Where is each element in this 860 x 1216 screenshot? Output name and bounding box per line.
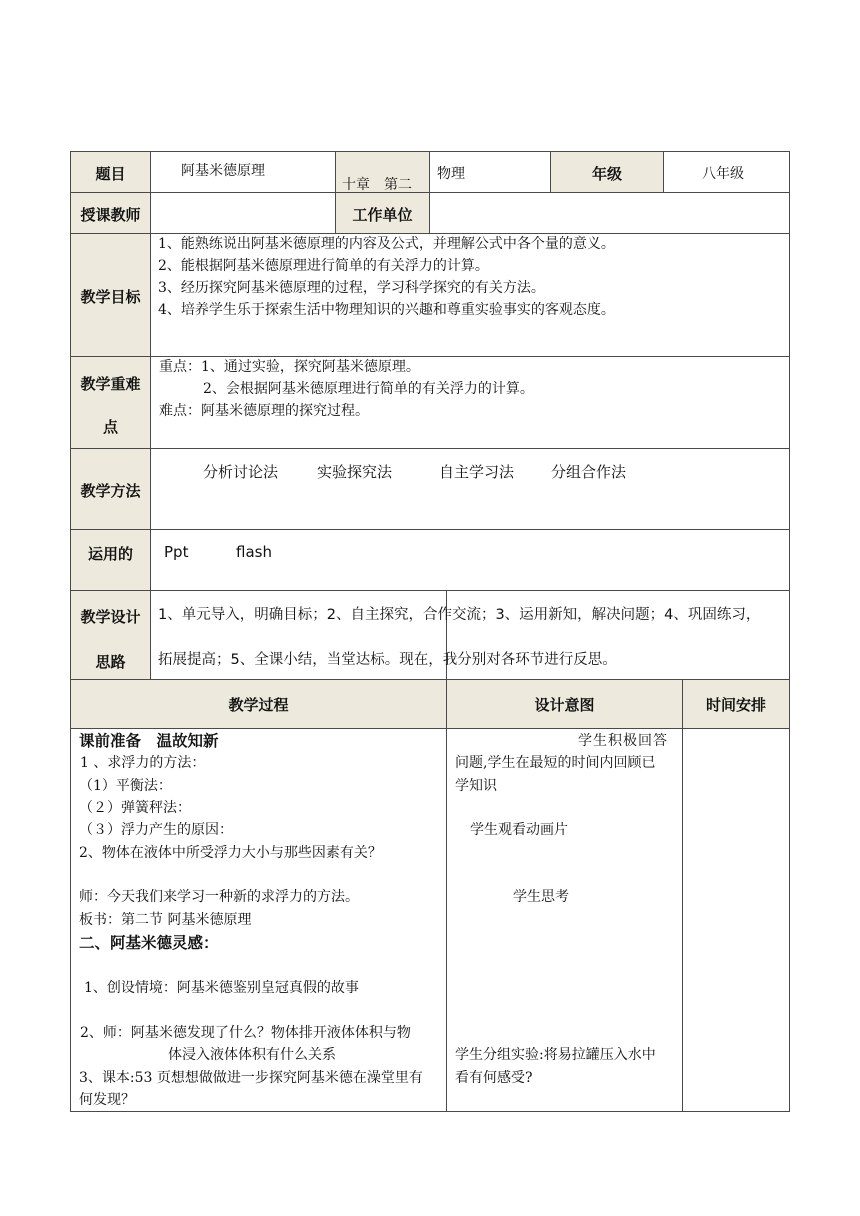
intent-line: 学生思考 [513, 889, 569, 905]
process-line: （３）浮力产生的原因： [79, 822, 233, 838]
key-point-line: 2、会根据阿基米德原理进行简单的有关浮力的计算。 [203, 381, 534, 397]
process-line: 何发现？ [79, 1092, 135, 1108]
tools-label: 运用的 [87, 545, 133, 563]
grade-label: 年级 [591, 165, 622, 183]
method-item: 分析讨论法 [203, 463, 279, 481]
intent-line: 学生观看动画片 [470, 822, 568, 838]
process-heading: 课前准备 温故知新 [79, 732, 219, 750]
unit-label: 工作单位 [352, 206, 413, 224]
grade-value: 八年级 [702, 166, 744, 182]
key-points-label-line2: 点 [102, 418, 118, 436]
objective-item: 2、能根据阿基米德原理进行简单的有关浮力的计算。 [158, 258, 489, 274]
design-text-line1: 1、单元导入，明确目标；2、自主探究，合作交流；3、运用新知，解决问题；4、巩固练习， [158, 607, 761, 623]
objective-item: 4、培养学生乐于探索生活中物理知识的兴趣和尊重实验事实的客观态度。 [158, 302, 615, 318]
intent-line: 学生积极回答 [578, 733, 668, 749]
process-line: 师：今天我们来学习一种新的求浮力的方法。 [79, 889, 359, 905]
chapter-text: 十章 第二 [342, 177, 412, 193]
topic-label: 题目 [95, 165, 126, 183]
objectives-label: 教学目标 [80, 288, 141, 306]
intent-line: 问题,学生在最短的时间内回顾已 [455, 755, 656, 771]
objective-item: 3、经历探究阿基米德原理的过程，学习科学探究的有关方法。 [158, 280, 545, 296]
teacher-label: 授课教师 [80, 206, 141, 224]
method-item: 自主学习法 [439, 463, 515, 481]
intent-line: 学生分组实验:将易拉罐压入水中 [455, 1047, 656, 1063]
process-line: （２）弹簧秤法： [79, 800, 191, 816]
key-points-label-line1: 教学重难 [80, 375, 141, 393]
design-text-line2: 拓展提高；5、全课小结，当堂达标。现在，我分别对各环节进行反思。 [158, 652, 617, 668]
subject-value: 物理 [437, 166, 465, 182]
process-line: （1）平衡法： [79, 778, 172, 794]
process-line: 3、课本:53 页想想做做进一步探究阿基米德在澡堂里有 [79, 1070, 423, 1086]
time-header: 时间安排 [705, 696, 766, 714]
method-item: 实验探究法 [317, 463, 393, 481]
methods-label: 教学方法 [80, 482, 141, 500]
intent-line: 看有何感受? [455, 1070, 533, 1086]
process-line: 1 、求浮力的方法： [80, 755, 206, 771]
process-line: 1、创设情境：阿基米德鉴别皇冠真假的故事 [84, 980, 359, 996]
key-point-line: 重点：1、通过实验，探究阿基米德原理。 [159, 359, 420, 375]
process-header: 教学过程 [228, 696, 289, 714]
tool-item: flash [236, 543, 272, 561]
intent-line: 学知识 [455, 778, 497, 794]
process-line: 2、物体在液体中所受浮力大小与那些因素有关？ [79, 845, 382, 861]
topic-value: 阿基米德原理 [181, 163, 265, 179]
process-line: 2、师：阿基米德发现了什么？物体排开液体体积与物 [80, 1025, 411, 1041]
tool-item: Ppt [164, 543, 189, 561]
difficulty-line: 难点：阿基米德原理的探究过程。 [159, 403, 369, 419]
design-label-line2: 思路 [95, 653, 126, 671]
process-heading: 二、阿基米德灵感： [79, 934, 219, 952]
objective-item: 1、能熟练说出阿基米德原理的内容及公式，并理解公式中各个量的意义。 [158, 236, 615, 252]
intent-header: 设计意图 [534, 696, 595, 714]
process-line: 体浸入液体体积有什么关系 [168, 1047, 336, 1063]
design-label-line1: 教学设计 [80, 608, 141, 626]
process-line: 板书：第二节 阿基米德原理 [79, 912, 252, 928]
method-item: 分组合作法 [551, 463, 627, 481]
